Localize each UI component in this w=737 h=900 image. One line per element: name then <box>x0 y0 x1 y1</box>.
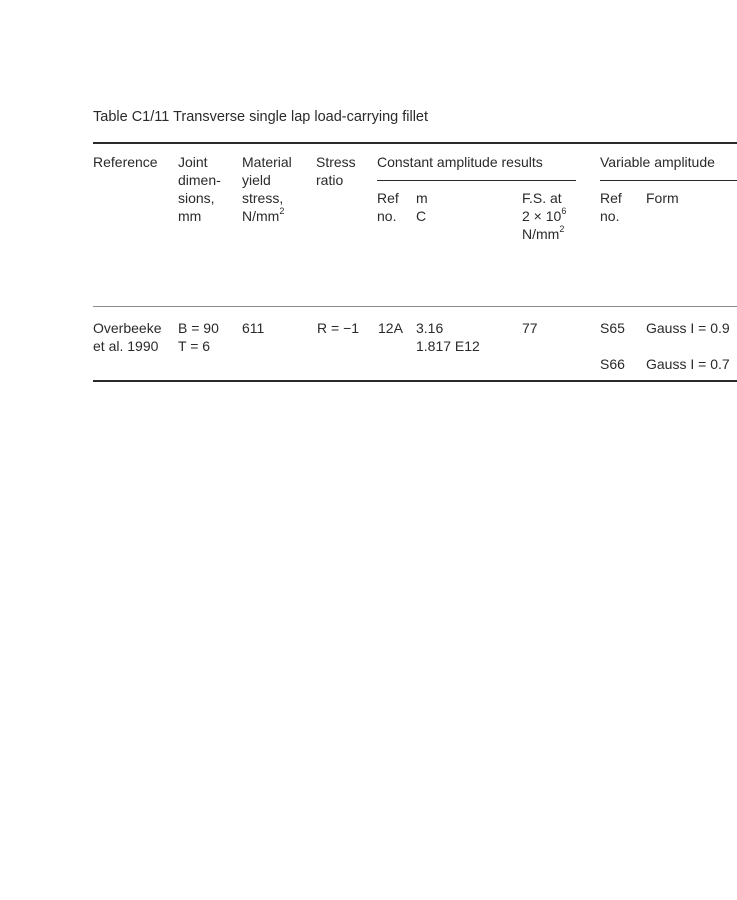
constant-amplitude-span-rule <box>377 180 576 181</box>
cell-joint-t: T = 6 <box>178 338 211 354</box>
cell-stress-ratio: R = −1 <box>317 320 360 336</box>
cell-var-form-1: Gauss I = 0.9 <box>646 320 730 336</box>
subheader-const-fs-line-3: $N/mm^2$ <box>522 224 565 242</box>
cell-const-c: 1.817 E12 <box>416 338 480 354</box>
cell-const-m-c <box>416 319 480 355</box>
cell-const-fs: 77 <box>522 320 538 336</box>
table-bottom-rule <box>93 380 737 382</box>
header-stress-ratio <box>316 153 356 189</box>
header-material-line-1: Material <box>242 154 292 170</box>
subheader-const-fs-line-2: $2 \times 10^6$ <box>522 206 567 224</box>
table-caption: Table C1/11 Transverse single lap load-carrying fillet <box>93 109 429 125</box>
subheader-const-ref-line-2: no. <box>377 208 397 224</box>
variable-amplitude-span-rule <box>600 180 737 181</box>
header-material-line-2: yield <box>242 172 271 188</box>
header-material-yield-stress <box>242 153 292 225</box>
cell-var-ref-1: S65 <box>600 320 625 336</box>
cell-material-yield-stress: 611 <box>242 320 265 336</box>
header-variable-amplitude: Variable amplitude <box>600 154 715 170</box>
subheader-const-m: m <box>416 190 428 206</box>
subheader-const-fs <box>522 189 566 243</box>
header-joint-line-4: mm <box>178 208 202 224</box>
header-joint-line-3: sions, <box>178 190 215 206</box>
header-reference: Reference <box>93 154 158 170</box>
subheader-const-ref-no <box>377 189 399 225</box>
cell-var-ref-2: S66 <box>600 356 625 372</box>
cell-joint-dimensions <box>178 319 219 355</box>
cell-reference-line-1: Overbeeke <box>93 320 162 336</box>
cell-var-form-2: Gauss I = 0.7 <box>646 356 730 372</box>
subheader-const-m-c <box>416 189 428 225</box>
subheader-const-ref-line-1: Ref <box>377 190 399 206</box>
header-joint-line-2: dimen- <box>178 172 221 188</box>
header-constant-amplitude: Constant amplitude results <box>377 154 543 170</box>
header-joint-line-1: Joint <box>178 154 208 170</box>
header-stress-line-2: ratio <box>316 172 344 188</box>
header-material-line-3: stress, <box>242 190 284 206</box>
cell-const-ref-no: 12A <box>378 320 403 336</box>
table-header-rule <box>93 306 737 307</box>
header-material-unit: $N/mm^2$ <box>242 206 285 224</box>
header-joint-dimensions <box>178 153 221 225</box>
subheader-const-c: C <box>416 208 427 224</box>
cell-const-m: 3.16 <box>416 320 444 336</box>
cell-reference-line-2: et al. 1990 <box>93 338 159 354</box>
subheader-const-fs-line-1: F.S. at <box>522 190 562 206</box>
subheader-var-ref-line-1: Ref <box>600 190 622 206</box>
cell-reference <box>93 319 161 355</box>
subheader-var-ref-line-2: no. <box>600 208 620 224</box>
header-stress-line-1: Stress <box>316 154 356 170</box>
table-top-rule <box>93 142 737 144</box>
subheader-var-ref-no <box>600 189 622 225</box>
cell-joint-b: B = 90 <box>178 320 219 336</box>
subheader-var-form: Form <box>646 190 679 206</box>
